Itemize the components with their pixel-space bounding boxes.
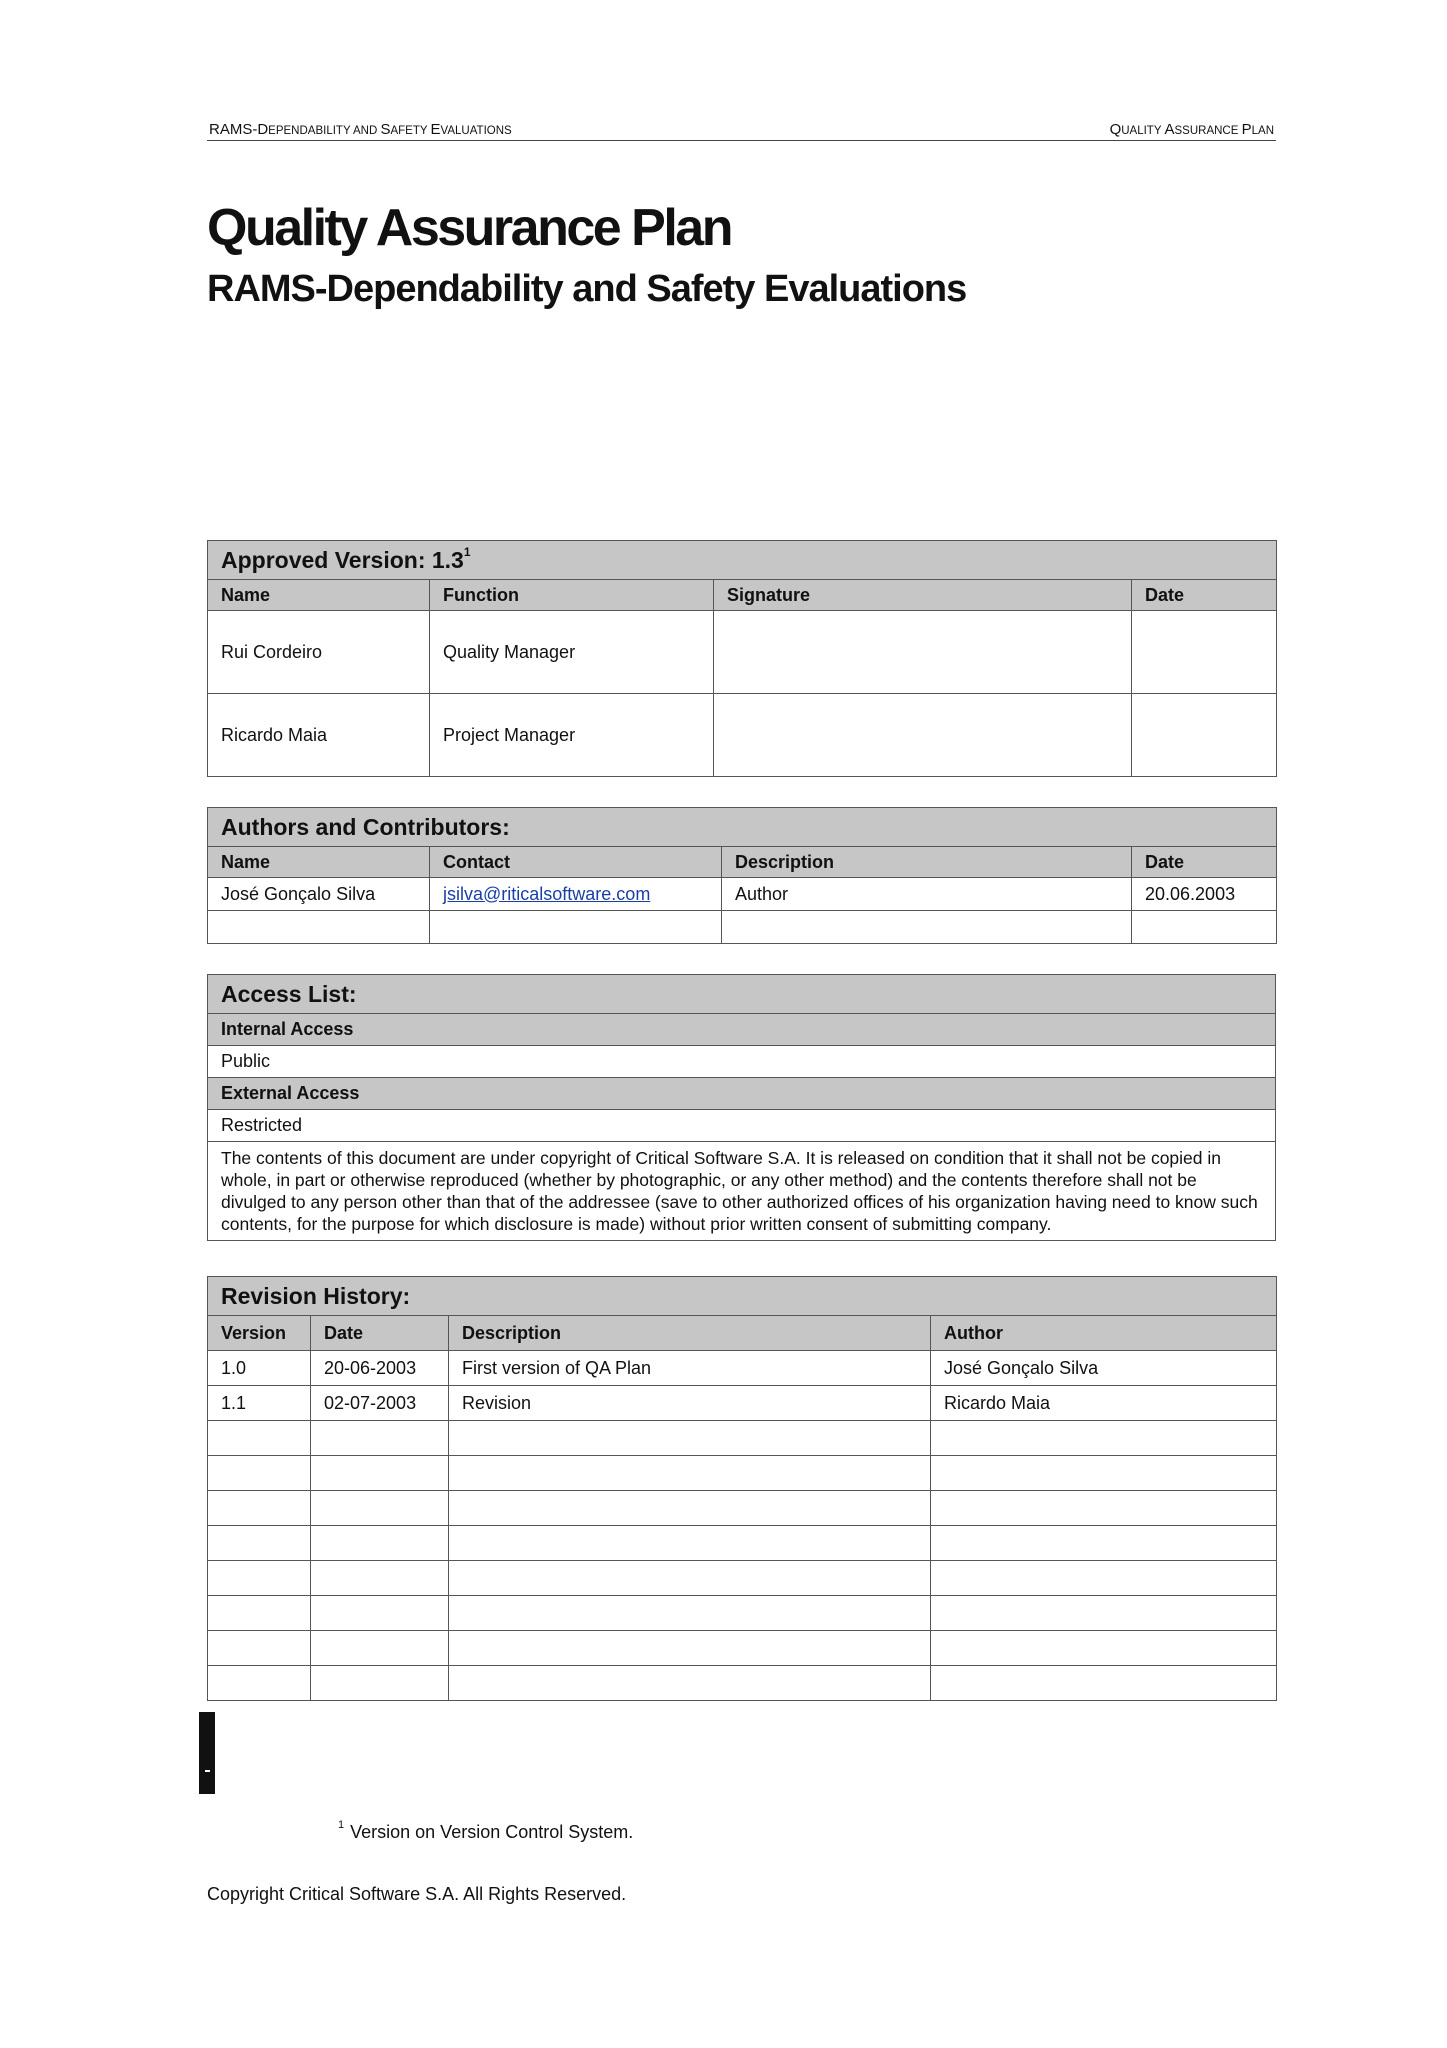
margin-marker-bar	[199, 1712, 215, 1794]
column-header-date: Date	[1132, 580, 1277, 611]
empty-cell	[449, 1491, 931, 1526]
margin-marker-tick	[205, 1770, 210, 1772]
running-header-right: QUALITY ASSURANCE PLAN	[1109, 121, 1274, 138]
footnote	[338, 1819, 634, 1843]
authors-title: Authors and Contributors:	[208, 808, 1277, 847]
author-date: 20.06.2003	[1132, 878, 1277, 911]
author-contact-cell	[430, 878, 722, 911]
revision-date: 20-06-2003	[311, 1351, 449, 1386]
access-list-title: Access List:	[208, 975, 1276, 1014]
author-name: José Gonçalo Silva	[208, 878, 430, 911]
empty-cell	[449, 1666, 931, 1701]
approved-version-title: Approved Version: $1.3^1$	[208, 541, 1277, 580]
empty-cell	[931, 1631, 1277, 1666]
copyright-notice: The contents of this document are under copyright of Critical Software S.A. It is released on condition that it shall not be copied in whole, in part or otherwise reproduced (whether by photographic, or any other method) and the contents therefore shall not be divulged to any person other than that of the addressee (save to other authorized offices of his organization having need to know such contents, for the purpose for which disclosure is made) without prior written consent of submitting company.	[208, 1142, 1276, 1241]
revision-description: First version of QA Plan	[449, 1351, 931, 1386]
empty-cell	[449, 1421, 931, 1456]
empty-cell	[311, 1491, 449, 1526]
table-row	[208, 1110, 1276, 1142]
approver-name: Rui Cordeiro	[208, 611, 430, 694]
revision-author: Ricardo Maia	[931, 1386, 1277, 1421]
table-row	[208, 1491, 1277, 1526]
table-row	[208, 1561, 1277, 1596]
external-access-label: External Access	[208, 1078, 1276, 1110]
running-header	[207, 118, 1276, 141]
empty-cell	[311, 1596, 449, 1631]
approver-date	[1132, 611, 1277, 694]
table-row	[208, 611, 1277, 694]
column-header-name: Name	[208, 580, 430, 611]
approver-name: Ricardo Maia	[208, 694, 430, 777]
table-row	[208, 1386, 1277, 1421]
authors-table	[207, 807, 1277, 944]
empty-cell	[931, 1491, 1277, 1526]
empty-cell	[208, 1421, 311, 1456]
table-row	[208, 1142, 1276, 1241]
table-row	[208, 1596, 1277, 1631]
column-header-contact: Contact	[430, 847, 722, 878]
table-row	[208, 1046, 1276, 1078]
approver-date	[1132, 694, 1277, 777]
empty-cell	[931, 1456, 1277, 1491]
revision-version: 1.0	[208, 1351, 311, 1386]
table-row	[208, 1456, 1277, 1491]
empty-cell	[449, 1526, 931, 1561]
table-header-row	[208, 847, 1277, 878]
revision-history-table	[207, 1276, 1277, 1701]
author-description: Author	[722, 878, 1132, 911]
empty-cell	[208, 1561, 311, 1596]
internal-access-value: Public	[208, 1046, 1276, 1078]
empty-cell	[449, 1561, 931, 1596]
column-header-author: Author	[931, 1316, 1277, 1351]
table-row	[208, 1351, 1277, 1386]
empty-cell	[311, 1421, 449, 1456]
table-header-row	[208, 1316, 1277, 1351]
column-header-description: Description	[449, 1316, 931, 1351]
empty-cell	[208, 1666, 311, 1701]
empty-cell	[722, 911, 1132, 944]
approver-signature	[714, 694, 1132, 777]
table-header-row	[208, 580, 1277, 611]
footnote-mark: 1	[338, 1819, 345, 1831]
table-row	[208, 694, 1277, 777]
empty-cell	[931, 1526, 1277, 1561]
empty-cell	[311, 1631, 449, 1666]
empty-cell	[449, 1456, 931, 1491]
author-email-link[interactable]: jsilva@riticalsoftware.com	[443, 883, 651, 904]
revision-history-title: Revision History:	[208, 1277, 1277, 1316]
empty-cell	[311, 1666, 449, 1701]
copyright-footer: Copyright Critical Software S.A. All Rights Reserved.	[207, 1884, 627, 1904]
table-row	[208, 1631, 1277, 1666]
approver-signature	[714, 611, 1132, 694]
column-header-date: Date	[311, 1316, 449, 1351]
empty-cell	[208, 1596, 311, 1631]
empty-cell	[1132, 911, 1277, 944]
internal-access-label: Internal Access	[208, 1014, 1276, 1046]
empty-cell	[311, 1561, 449, 1596]
empty-cell	[311, 1456, 449, 1491]
empty-cell	[208, 911, 430, 944]
empty-cell	[430, 911, 722, 944]
empty-cell	[208, 1631, 311, 1666]
column-header-description: Description	[722, 847, 1132, 878]
empty-cell	[311, 1526, 449, 1561]
empty-cell	[931, 1421, 1277, 1456]
table-row	[208, 911, 1277, 944]
approver-function: Quality Manager	[430, 611, 714, 694]
empty-cell	[449, 1596, 931, 1631]
column-header-name: Name	[208, 847, 430, 878]
external-access-value: Restricted	[208, 1110, 1276, 1142]
column-header-signature: Signature	[714, 580, 1132, 611]
access-list-table	[207, 974, 1276, 1241]
empty-cell	[931, 1666, 1277, 1701]
footnote-reference: 1	[463, 544, 471, 559]
revision-author: José Gonçalo Silva	[931, 1351, 1277, 1386]
table-row	[208, 1421, 1277, 1456]
table-row	[208, 1666, 1277, 1701]
empty-cell	[208, 1491, 311, 1526]
column-header-function: Function	[430, 580, 714, 611]
column-header-date: Date	[1132, 847, 1277, 878]
table-row	[208, 878, 1277, 911]
column-header-version: Version	[208, 1316, 311, 1351]
empty-cell	[931, 1561, 1277, 1596]
approver-function: Project Manager	[430, 694, 714, 777]
table-row	[208, 1526, 1277, 1561]
document-subtitle: RAMS-Dependability and Safety Evaluations	[207, 268, 967, 310]
approved-version-table	[207, 540, 1277, 777]
empty-cell	[449, 1631, 931, 1666]
revision-version: 1.1	[208, 1386, 311, 1421]
running-header-left: RAMS-DEPENDABILITY AND SAFETY EVALUATIONS	[209, 121, 512, 138]
document-title: Quality Assurance Plan	[207, 199, 731, 257]
revision-description: Revision	[449, 1386, 931, 1421]
revision-date: 02-07-2003	[311, 1386, 449, 1421]
empty-cell	[208, 1456, 311, 1491]
footnote-text: Version on Version Control System.	[350, 1822, 634, 1842]
empty-cell	[931, 1596, 1277, 1631]
empty-cell	[208, 1526, 311, 1561]
